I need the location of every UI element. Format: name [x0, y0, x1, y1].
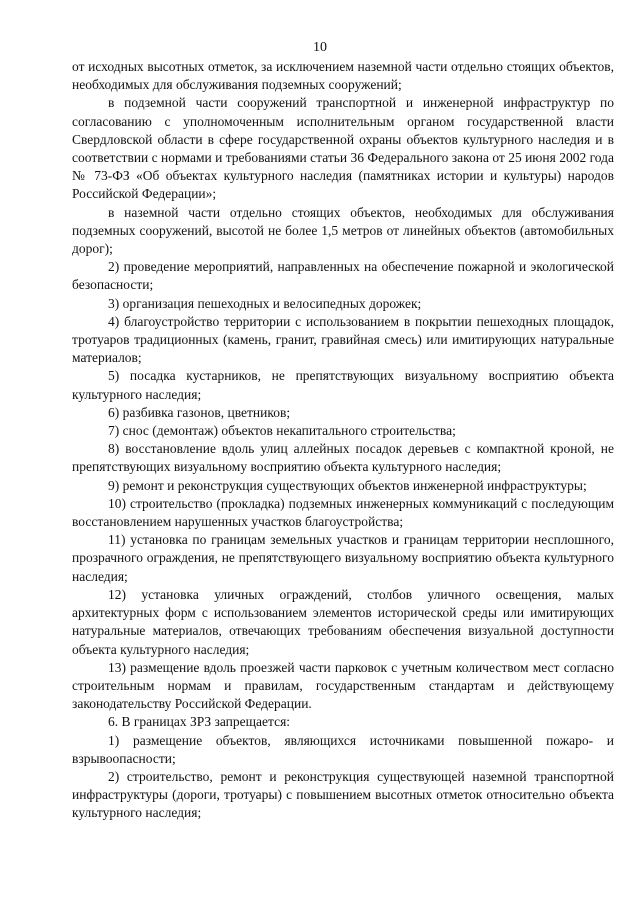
- list-item-12: 12) установка уличных ограждений, столбов уличного освещения, малых архитектурных форм с использованием элементов исторической среды или имитирующих натуральные материалов, отвечающих требованиям обеспечения визуальной доступности объекта культурного наследия;: [72, 586, 614, 657]
- list-item-2: 2) проведение мероприятий, направленных на обеспечение пожарной и экологической безопасности;: [72, 259, 614, 293]
- list-item-3: 3) организация пешеходных и велосипедных дорожек;: [108, 295, 422, 311]
- paragraph-aboveground-part: в наземной части отдельно стоящих объектов, необходимых для обслуживания подземных сооружений, высотой не более 1,5 метров от линейных объектов (автомобильных дорог);: [72, 204, 614, 257]
- list-item-10: 10) строительство (прокладка) подземных инженерных коммуникаций с последующим восстановлением нарушенных участков благоустройства;: [72, 495, 614, 530]
- page-number: 10: [313, 40, 327, 55]
- list-item-8: 8) восстановление вдоль улиц аллейных посадок деревьев с компактной кроной, не препятствующих визуальному восприятию объекта культурного наследия;: [72, 441, 614, 475]
- list-item-11: 11) установка по границам земельных участков и границам территории несплошного, прозрачного ограждения, не препятствующего визуальному восприятию объекта культурного наследия;: [72, 532, 614, 584]
- paragraph-continuation: от исходных высотных отметок, за исключением наземной части отдельно стоящих объектов, необходимых для обслуживания подземных сооружений;: [72, 59, 614, 93]
- list-item-13: 13) размещение вдоль проезжей части парковок с учетным количеством мест согласно строительным нормам и правилам, государственным стандартам и действующему законодательству Российской Федерации.: [72, 659, 614, 712]
- prohibited-item-1: 1) размещение объектов, являющихся источниками повышенной пожаро- и взрывоопасности;: [72, 732, 614, 766]
- list-item-6: 6) разбивка газонов, цветников;: [108, 404, 291, 420]
- list-item-5: 5) посадка кустарников, не препятствующих визуальному восприятию объекта культурного наследия;: [72, 368, 614, 402]
- section-heading-prohibited: 6. В границах ЗРЗ запрещается:: [108, 714, 291, 730]
- paragraph-underground-part: в подземной части сооружений транспортной и инженерной инфраструктур по согласованию с уполномоченным исполнительным органом государственной власти Свердловской области в сфере государственной охраны объектов культурного наследия и в соответствии с нормами и требованиями статьи 36 Федерального закона от 25 июня 2002 года № 73-ФЗ «Об объектах культурного наследия (памятниках истории и культуры) народов Российской Федерации»;: [72, 95, 614, 202]
- prohibited-item-2: 2) строительство, ремонт и реконструкция существующей наземной транспортной инфраструктуры (дороги, тротуары) с повышением высотных отметок относительно объекта культурного наследия;: [72, 768, 614, 821]
- list-item-7: 7) снос (демонтаж) объектов некапитального строительства;: [108, 423, 456, 439]
- document-body: [72, 58, 614, 823]
- list-item-4: 4) благоустройство территории с использованием в покрытии пешеходных площадок, тротуаров традиционных (камень, гранит, гравийная смесь) или имитирующих натуральные материалов;: [72, 313, 614, 366]
- list-item-9: 9) ремонт и реконструкция существующих объектов инженерной инфраструктуры;: [108, 477, 587, 493]
